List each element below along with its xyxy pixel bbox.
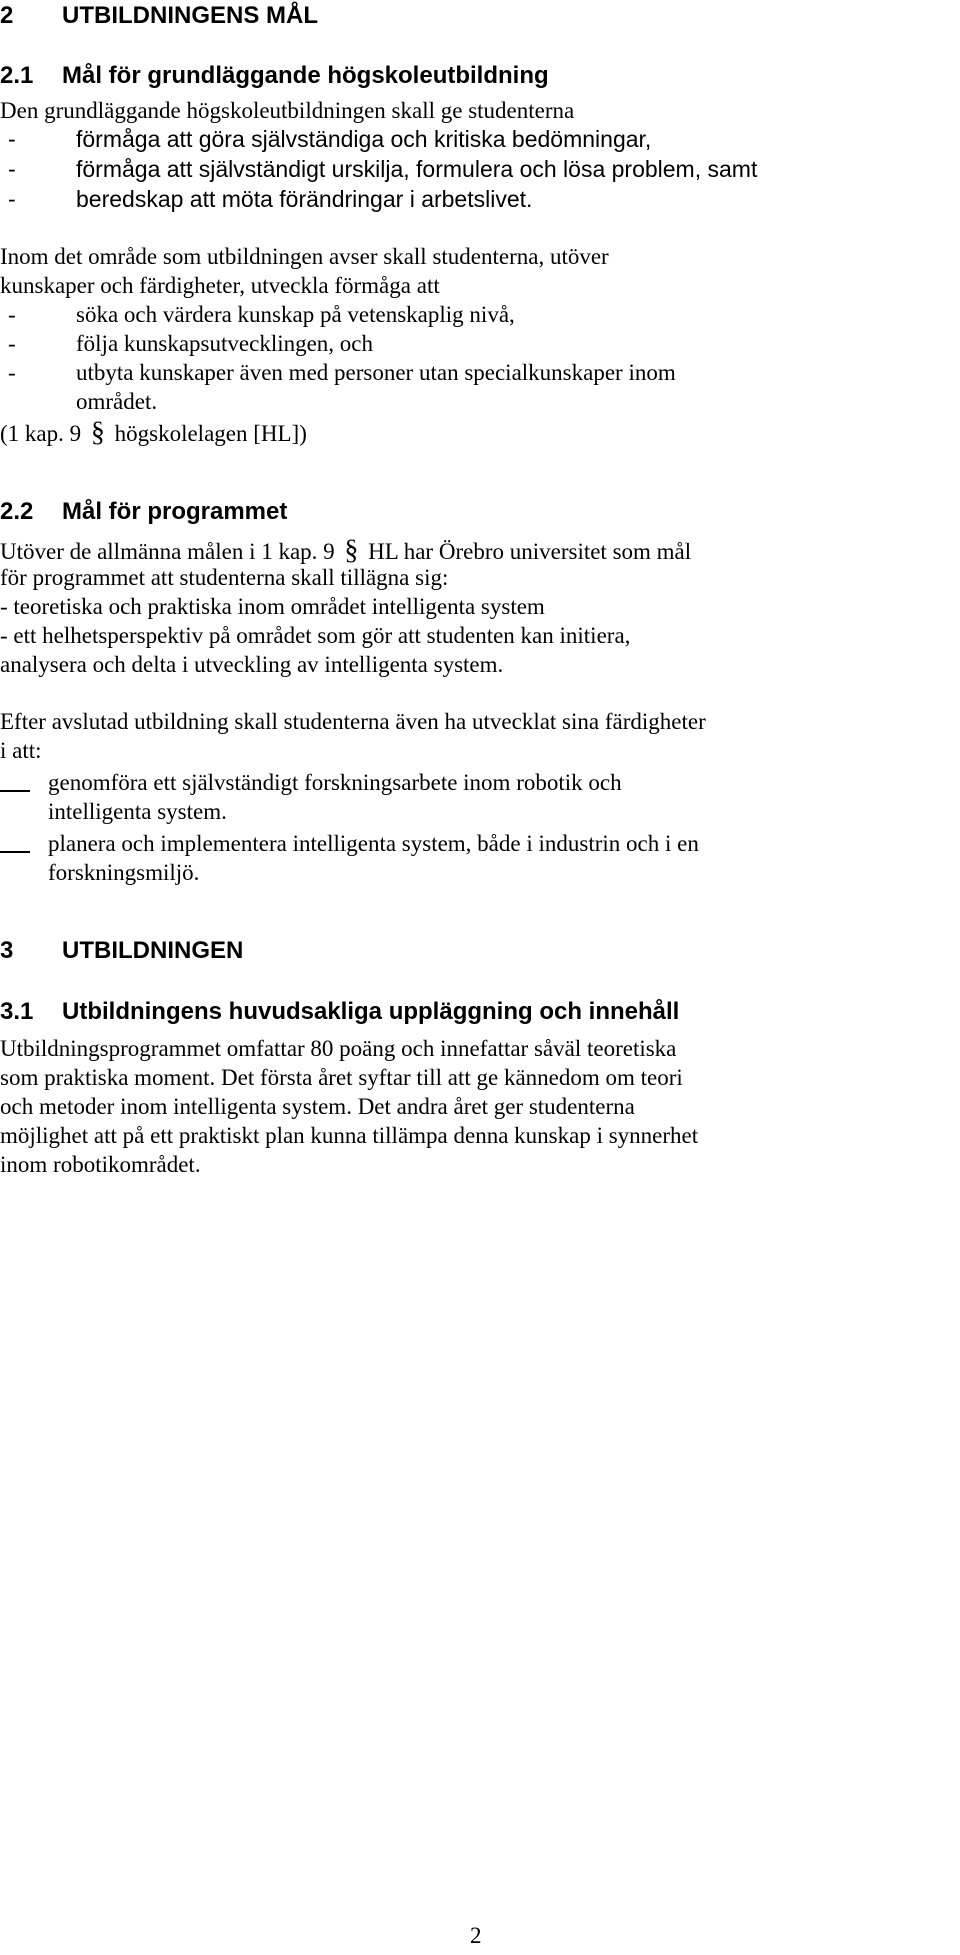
list-item: förmåga att göra självständiga och kritiska bedömningar, [76, 126, 652, 152]
goal-item-continuation: forskningsmiljö. [48, 860, 200, 885]
paragraph-line: Utbildningsprogrammet omfattar 80 poäng och innefattar såväl teoretiska [0, 1036, 677, 1061]
goal-item: genomföra ett självständigt forskningsarbete inom robotik och [48, 770, 622, 795]
paragraph-line: för programmet att studenterna skall tillägna sig: [0, 565, 449, 590]
heading-section-3-1 [0, 1000, 679, 1024]
paragraph-line: Inom det område som utbildningen avser skall studenterna, utöver [0, 244, 609, 269]
paragraph-text: Utöver de allmänna målen i 1 kap. 9 [0, 539, 335, 564]
heading-number: 2 [0, 2, 14, 29]
paragraph-sign: § [90, 417, 105, 448]
heading-title: Mål för grundläggande högskoleutbildning [62, 62, 549, 89]
paragraph-line: som praktiska moment. Det första året syftar till att ge kännedom om teori [0, 1065, 683, 1090]
paragraph-line: och metoder inom intelligenta system. Det andra året ger studenterna [0, 1094, 635, 1119]
heading-number: 2.1 [0, 62, 34, 89]
list-dash: - [8, 331, 16, 356]
list-item: följa kunskapsutvecklingen, och [76, 331, 374, 356]
paragraph-line: analysera och delta i utveckling av intelligenta system. [0, 652, 504, 677]
list-dash: - [8, 156, 16, 182]
list-bullet-bar [0, 790, 30, 792]
list-item: utbyta kunskaper även med personer utan specialkunskaper inom [76, 360, 676, 385]
paragraph-text: HL har Örebro universitet som mål [368, 539, 692, 564]
paragraph-line: i att: [0, 738, 42, 763]
heading-number: 3.1 [0, 998, 34, 1025]
paragraph-line: kunskaper och färdigheter, utveckla förmåga att [0, 273, 440, 298]
reference-line [0, 419, 307, 447]
heading-number: 2.2 [0, 498, 34, 525]
paragraph-sign: § [344, 535, 359, 566]
list-item: söka och värdera kunskap på vetenskaplig nivå, [76, 302, 515, 327]
heading-title: Utbildningens huvudsakliga uppläggning och innehåll [62, 998, 680, 1025]
heading-number: 3 [0, 937, 14, 964]
page-number: 2 [470, 1923, 482, 1948]
list-item-continuation: området. [76, 389, 158, 414]
goal-item: planera och implementera intelligenta system, både i industrin och i en [48, 831, 699, 856]
paragraph-line: - teoretiska och praktiska inom området intelligenta system [0, 594, 545, 619]
paragraph-line: möjlighet att på ett praktiskt plan kunna tillämpa denna kunskap i synnerhet [0, 1123, 699, 1148]
heading-title: UTBILDNINGEN [62, 937, 244, 964]
reference-text: (1 kap. 9 [0, 421, 82, 446]
reference-text: högskolelagen [HL]) [114, 421, 307, 446]
list-bullet-bar [0, 851, 30, 853]
paragraph-line: Efter avslutad utbildning skall studenterna även ha utvecklat sina färdigheter [0, 709, 706, 734]
list-dash: - [8, 302, 16, 327]
heading-section-3 [0, 939, 243, 963]
heading-section-2-1 [0, 64, 549, 88]
goal-item-continuation: intelligenta system. [48, 799, 227, 824]
list-dash: - [8, 360, 16, 385]
heading-title: Mål för programmet [62, 498, 288, 525]
paragraph-line [0, 537, 691, 565]
paragraph-line: Den grundläggande högskoleutbildningen skall ge studenterna [0, 98, 575, 123]
list-dash: - [8, 186, 16, 212]
paragraph-line: inom robotikområdet. [0, 1152, 201, 1177]
list-item: beredskap att möta förändringar i arbetslivet. [76, 186, 533, 212]
paragraph-line: - ett helhetsperspektiv på området som gör att studenten kan initiera, [0, 623, 631, 648]
list-item: förmåga att självständigt urskilja, formulera och lösa problem, samt [76, 156, 758, 182]
heading-section-2-2 [0, 500, 287, 524]
heading-title: UTBILDNINGENS MÅL [62, 2, 318, 29]
list-dash: - [8, 126, 16, 152]
heading-section-2 [0, 4, 318, 28]
